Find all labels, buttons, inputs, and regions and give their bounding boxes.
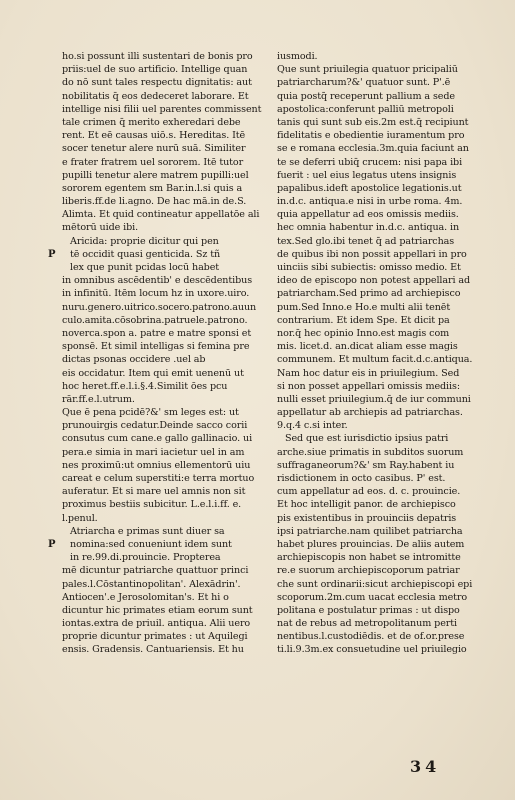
text-line — [62, 50, 262, 63]
line-text: proximus bestiis subicitur. L.e.l.i.ff. e. — [62, 499, 242, 511]
line-text: priis:uel de suo artificio. Intellige quan — [62, 64, 248, 76]
line-text: socer tenetur alere nurū suā. Similiter — [62, 143, 246, 155]
line-text: nentibus.l.custodiēdis. et de of.or.prese — [277, 631, 465, 643]
line-text: pis existentibus in prouinciis depatris — [277, 512, 457, 524]
line-text: uinciis sibi subiectis: omisso medio. Et — [277, 262, 461, 273]
paragraph-mark: P — [48, 538, 56, 550]
text-line — [62, 406, 262, 419]
text-line — [62, 432, 262, 445]
line-text: de quibus ibi non possit appellari in pro — [277, 248, 467, 260]
text-line — [62, 578, 262, 591]
line-text: Sed que est iurisdictio ipsius patri — [285, 433, 449, 445]
text-line — [62, 63, 262, 76]
line-text: nor.q̄ hec opinio Inno.est magis com — [277, 327, 450, 339]
line-text: in omnibus ascēdentib' e descēdentibus — [62, 275, 253, 287]
line-text: dicuntur hic primates etiam eorum sunt — [62, 604, 253, 616]
line-text: pum.Sed Inno.e Ho.e multi alii tenēt — [277, 301, 451, 313]
line-text: nuru.genero.uitrico.socero.patrono.auun — [62, 301, 257, 313]
line-text: pera.e simia in mari iacietur uel in am — [62, 446, 245, 458]
line-text: careat e celum superstiti:e terra mortuo — [62, 473, 255, 484]
text-line — [62, 393, 262, 406]
line-text: consutus cum cane.e gallo gallinacio. ui — [62, 433, 253, 445]
text-line — [277, 76, 473, 89]
text-line — [62, 274, 262, 287]
text-line — [277, 195, 473, 208]
paragraph-mark: P — [48, 248, 56, 260]
text-line — [62, 498, 262, 511]
line-text: ideo de episcopo non potest appellari ad — [277, 275, 471, 287]
text-line — [62, 419, 262, 432]
text-line — [62, 301, 262, 314]
text-line — [277, 129, 473, 142]
line-text: patriarcharum?&' quatuor sunt. P'.ē — [277, 77, 451, 89]
line-text: e frater fratrem uel sororem. Itē tutor — [62, 156, 244, 168]
line-text: hoc heret.ff.e.l.i.§.4.Similit ōes pcu — [62, 380, 228, 392]
line-text: scoporum.2m.cum uacat ecclesia metro — [277, 591, 468, 603]
line-text: patriarcham.Sed primo ad archiepisco — [277, 288, 461, 300]
line-text: sororem egentem sm Bar.in.l.si quis a — [62, 182, 243, 194]
line-text: appellatur ab archiepis ad patriarchas. — [277, 407, 463, 419]
line-text: do nō sunt tales respectu dignitatis: aut — [62, 77, 252, 89]
text-line — [277, 327, 473, 340]
text-line — [277, 340, 473, 353]
line-text: rent. Et eē causas uiō.s. Hereditas. Itē — [62, 130, 246, 142]
line-text: nulli esset priuilegium.q̄ de iur communi — [277, 393, 471, 405]
line-text: che sunt ordinarii:sicut archiepiscopi epi — [277, 578, 473, 590]
line-text: liberis.ff.de li.agno. De hac mā.in de.S. — [62, 196, 247, 208]
text-line — [62, 551, 262, 564]
text-line — [277, 314, 473, 327]
text-line — [62, 221, 262, 234]
line-text: Aricida: proprie dicitur qui pen — [70, 235, 219, 247]
text-line — [62, 90, 262, 103]
text-line — [62, 314, 262, 327]
text-line — [277, 525, 473, 538]
text-line — [62, 446, 262, 459]
line-text: l.penul. — [62, 512, 98, 524]
text-line — [277, 301, 473, 314]
text-line — [277, 116, 473, 129]
line-text: in infinitū. Itēm locum hz in uxore.uiro. — [62, 288, 250, 300]
line-text: nes proximū:ut omnius ellementorū uiu — [62, 459, 251, 471]
text-line — [277, 432, 473, 445]
text-line — [277, 564, 473, 577]
line-text: suffraganeorum?&' sm Ray.habent iu — [277, 459, 455, 471]
text-line — [62, 604, 262, 617]
line-text: hec omnia habentur in.d.c. antiqua. in — [277, 222, 460, 234]
text-line — [62, 142, 262, 155]
line-text: nomina:sed conueniunt idem sunt — [70, 538, 232, 550]
line-text: pales.l.Cōstantinopolitan'. Alexādrin'. — [62, 578, 241, 590]
line-text: in re.99.di.prouincie. Propterea — [70, 552, 221, 564]
text-line — [62, 261, 262, 274]
text-line — [48, 538, 262, 551]
text-line — [277, 406, 473, 419]
text-line — [277, 617, 473, 630]
line-text: mē dicuntur patriarche quattuor princi — [62, 565, 249, 577]
line-text: noverca.spon a. patre e matre sponsi et — [62, 327, 252, 339]
text-line — [62, 630, 262, 643]
text-line — [62, 367, 262, 380]
text-line — [277, 591, 473, 604]
text-line — [62, 340, 262, 353]
line-text: 9.q.4 c.si inter. — [277, 420, 348, 432]
line-text: proprie dicuntur primates : ut Aquilegi — [62, 631, 248, 643]
line-text: eis occidatur. Item qui emit uenenū ut — [62, 367, 244, 379]
text-line — [62, 472, 262, 485]
text-line — [277, 459, 473, 472]
line-text: intellige nisi filii uel parentes commissent — [62, 103, 262, 115]
line-text: lex que punit pcidas locū habet — [70, 262, 220, 273]
line-text: mis. licet.d. an.dicat aliam esse magis — [277, 341, 458, 353]
text-line — [277, 50, 473, 63]
text-line — [277, 643, 473, 656]
line-text: Nam hoc datur eis in priuilegium. Sed — [277, 367, 460, 379]
line-text: quia postq̄ receperunt pallium a sede — [277, 90, 456, 102]
line-text: in.d.c. antiqua.e nisi in urbe roma. 4m. — [277, 196, 463, 208]
text-line — [277, 551, 473, 564]
text-line — [277, 512, 473, 525]
text-line — [277, 261, 473, 274]
line-text: apostolica:conferunt palliū metropoli — [277, 103, 454, 115]
line-text: ensis. Gradensis. Cantuariensis. Et hu — [62, 644, 244, 656]
text-line — [277, 393, 473, 406]
text-line — [277, 274, 473, 287]
text-line — [277, 182, 473, 195]
line-text: risdictionem in octo casibus. P' est. — [277, 473, 446, 484]
text-line — [277, 221, 473, 234]
line-text: prunouirgis cedatur.Deinde sacco corii — [62, 420, 248, 432]
line-text: iontas.extra de priuil. antiqua. Alii uero — [62, 618, 251, 630]
text-line — [62, 617, 262, 630]
line-text: tex.Sed glo.ibi tenet q̄ ad patriarchas — [277, 235, 455, 247]
line-text: habet plures prouincias. De aliis autem — [277, 538, 465, 550]
line-text: se e romana ecclesia.3m.quia faciunt an — [277, 143, 469, 155]
text-line — [277, 472, 473, 485]
line-text: tale crimen q̄ merito exheredari debe — [62, 116, 241, 128]
text-line — [277, 156, 473, 169]
line-text: te se deferri ubiq̄ crucem: nisi papa ibi — [277, 156, 463, 168]
text-line — [62, 76, 262, 89]
text-line — [62, 564, 262, 577]
text-line — [62, 182, 262, 195]
line-text: arche.siue primatis in subditos suorum — [277, 446, 464, 458]
text-line — [277, 90, 473, 103]
text-line — [48, 248, 262, 261]
text-line — [277, 287, 473, 300]
line-text: auferatur. Et si mare uel amnis non sit — [62, 486, 246, 498]
text-line — [62, 353, 262, 366]
line-text: fuerit : uel eius legatus utens insignis — [277, 169, 457, 181]
line-text: Et hoc intelligit panor. de archiepisco — [277, 499, 456, 511]
text-line — [62, 169, 262, 182]
text-line — [277, 485, 473, 498]
line-text: tē occidit quasi genticida. Sz tñ — [70, 248, 221, 260]
line-text: nobilitatis q̄ eos dedeceret laborare. Et — [62, 90, 249, 102]
line-text: quia appellatur ad eos omissis mediis. — [277, 209, 459, 221]
line-text: pupilli tenetur alere matrem pupilli:uel — [62, 169, 249, 181]
line-text: nat de rebus ad metropolitanum perti — [277, 618, 457, 630]
text-line — [62, 327, 262, 340]
line-text: ipsi patriarche.nam quilibet patriarcha — [277, 525, 463, 537]
text-line — [277, 248, 473, 261]
page-number: 34 — [410, 757, 441, 776]
line-text: Atriarcha e primas sunt diuer sa — [70, 525, 225, 537]
text-line — [277, 353, 473, 366]
text-line — [62, 287, 262, 300]
right-text-column — [277, 50, 473, 657]
text-line — [277, 630, 473, 643]
text-line — [277, 419, 473, 432]
line-text: sponsē. Et simil intelligas si femina pre — [62, 341, 250, 353]
text-line — [277, 235, 473, 248]
text-line — [62, 459, 262, 472]
text-line — [62, 129, 262, 142]
line-text: culo.amita.cōsobrina.patruele.patrono. — [62, 314, 248, 326]
line-text: re.e suorum archiepiscoporum patriar — [277, 565, 460, 577]
text-line — [277, 538, 473, 551]
line-text: communem. Et multum facit.d.c.antiqua. — [277, 354, 473, 366]
line-text: cum appellatur ad eos. d. c. prouincie. — [277, 486, 461, 498]
text-line — [277, 63, 473, 76]
text-line — [62, 208, 262, 221]
text-line — [62, 380, 262, 393]
text-line — [277, 103, 473, 116]
text-line — [277, 498, 473, 511]
line-text: Que sunt priuilegia quatuor pricipaliū — [277, 64, 458, 76]
text-line — [62, 156, 262, 169]
text-line — [62, 195, 262, 208]
text-line — [62, 235, 262, 248]
text-line — [62, 103, 262, 116]
line-text: iusmodi. — [277, 51, 318, 62]
text-line — [62, 512, 262, 525]
line-text: ho.si possunt illi sustentari de bonis pro — [62, 51, 253, 62]
line-text: contrarium. Et idem Spe. Et dicit pa — [277, 314, 450, 326]
text-line — [277, 380, 473, 393]
line-text: tanis qui sunt sub eis.2m est.q̄ recipiunt — [277, 116, 469, 128]
line-text: dictas psonas occidere .uel ab — [62, 354, 206, 366]
text-line — [62, 591, 262, 604]
text-line — [277, 578, 473, 591]
text-line — [62, 116, 262, 129]
line-text: archiepiscopis non habet se intromitte — [277, 552, 461, 564]
line-text: Alimta. Et quid contineatur appellatōe ali — [62, 209, 260, 221]
text-line — [277, 446, 473, 459]
line-text: papalibus.ideft apostolice legationis.ut — [277, 182, 462, 194]
line-text: politana e postulatur primas : ut dispo — [277, 604, 460, 616]
text-line — [277, 604, 473, 617]
line-text: fidelitatis e obedientie iuramentum pro — [277, 130, 465, 142]
line-text: Antiocen'.e Jerosolomitan's. Et hi o — [62, 591, 229, 603]
text-line — [277, 208, 473, 221]
text-line — [277, 169, 473, 182]
line-text: ti.li.9.3m.ex consuetudine uel priuilegio — [277, 644, 467, 656]
text-line — [62, 525, 262, 538]
line-text: si non posset appellari omissis mediis: — [277, 380, 460, 392]
text-line — [277, 142, 473, 155]
text-line — [62, 643, 262, 656]
left-text-column — [48, 50, 262, 657]
line-text: mētorū uide ibi. — [62, 222, 139, 234]
line-text: Que ē pena pcidē?&' sm leges est: ut — [62, 407, 239, 419]
text-line — [277, 367, 473, 380]
line-text: rār.ff.e.l.utrum. — [62, 393, 135, 405]
text-line — [62, 485, 262, 498]
